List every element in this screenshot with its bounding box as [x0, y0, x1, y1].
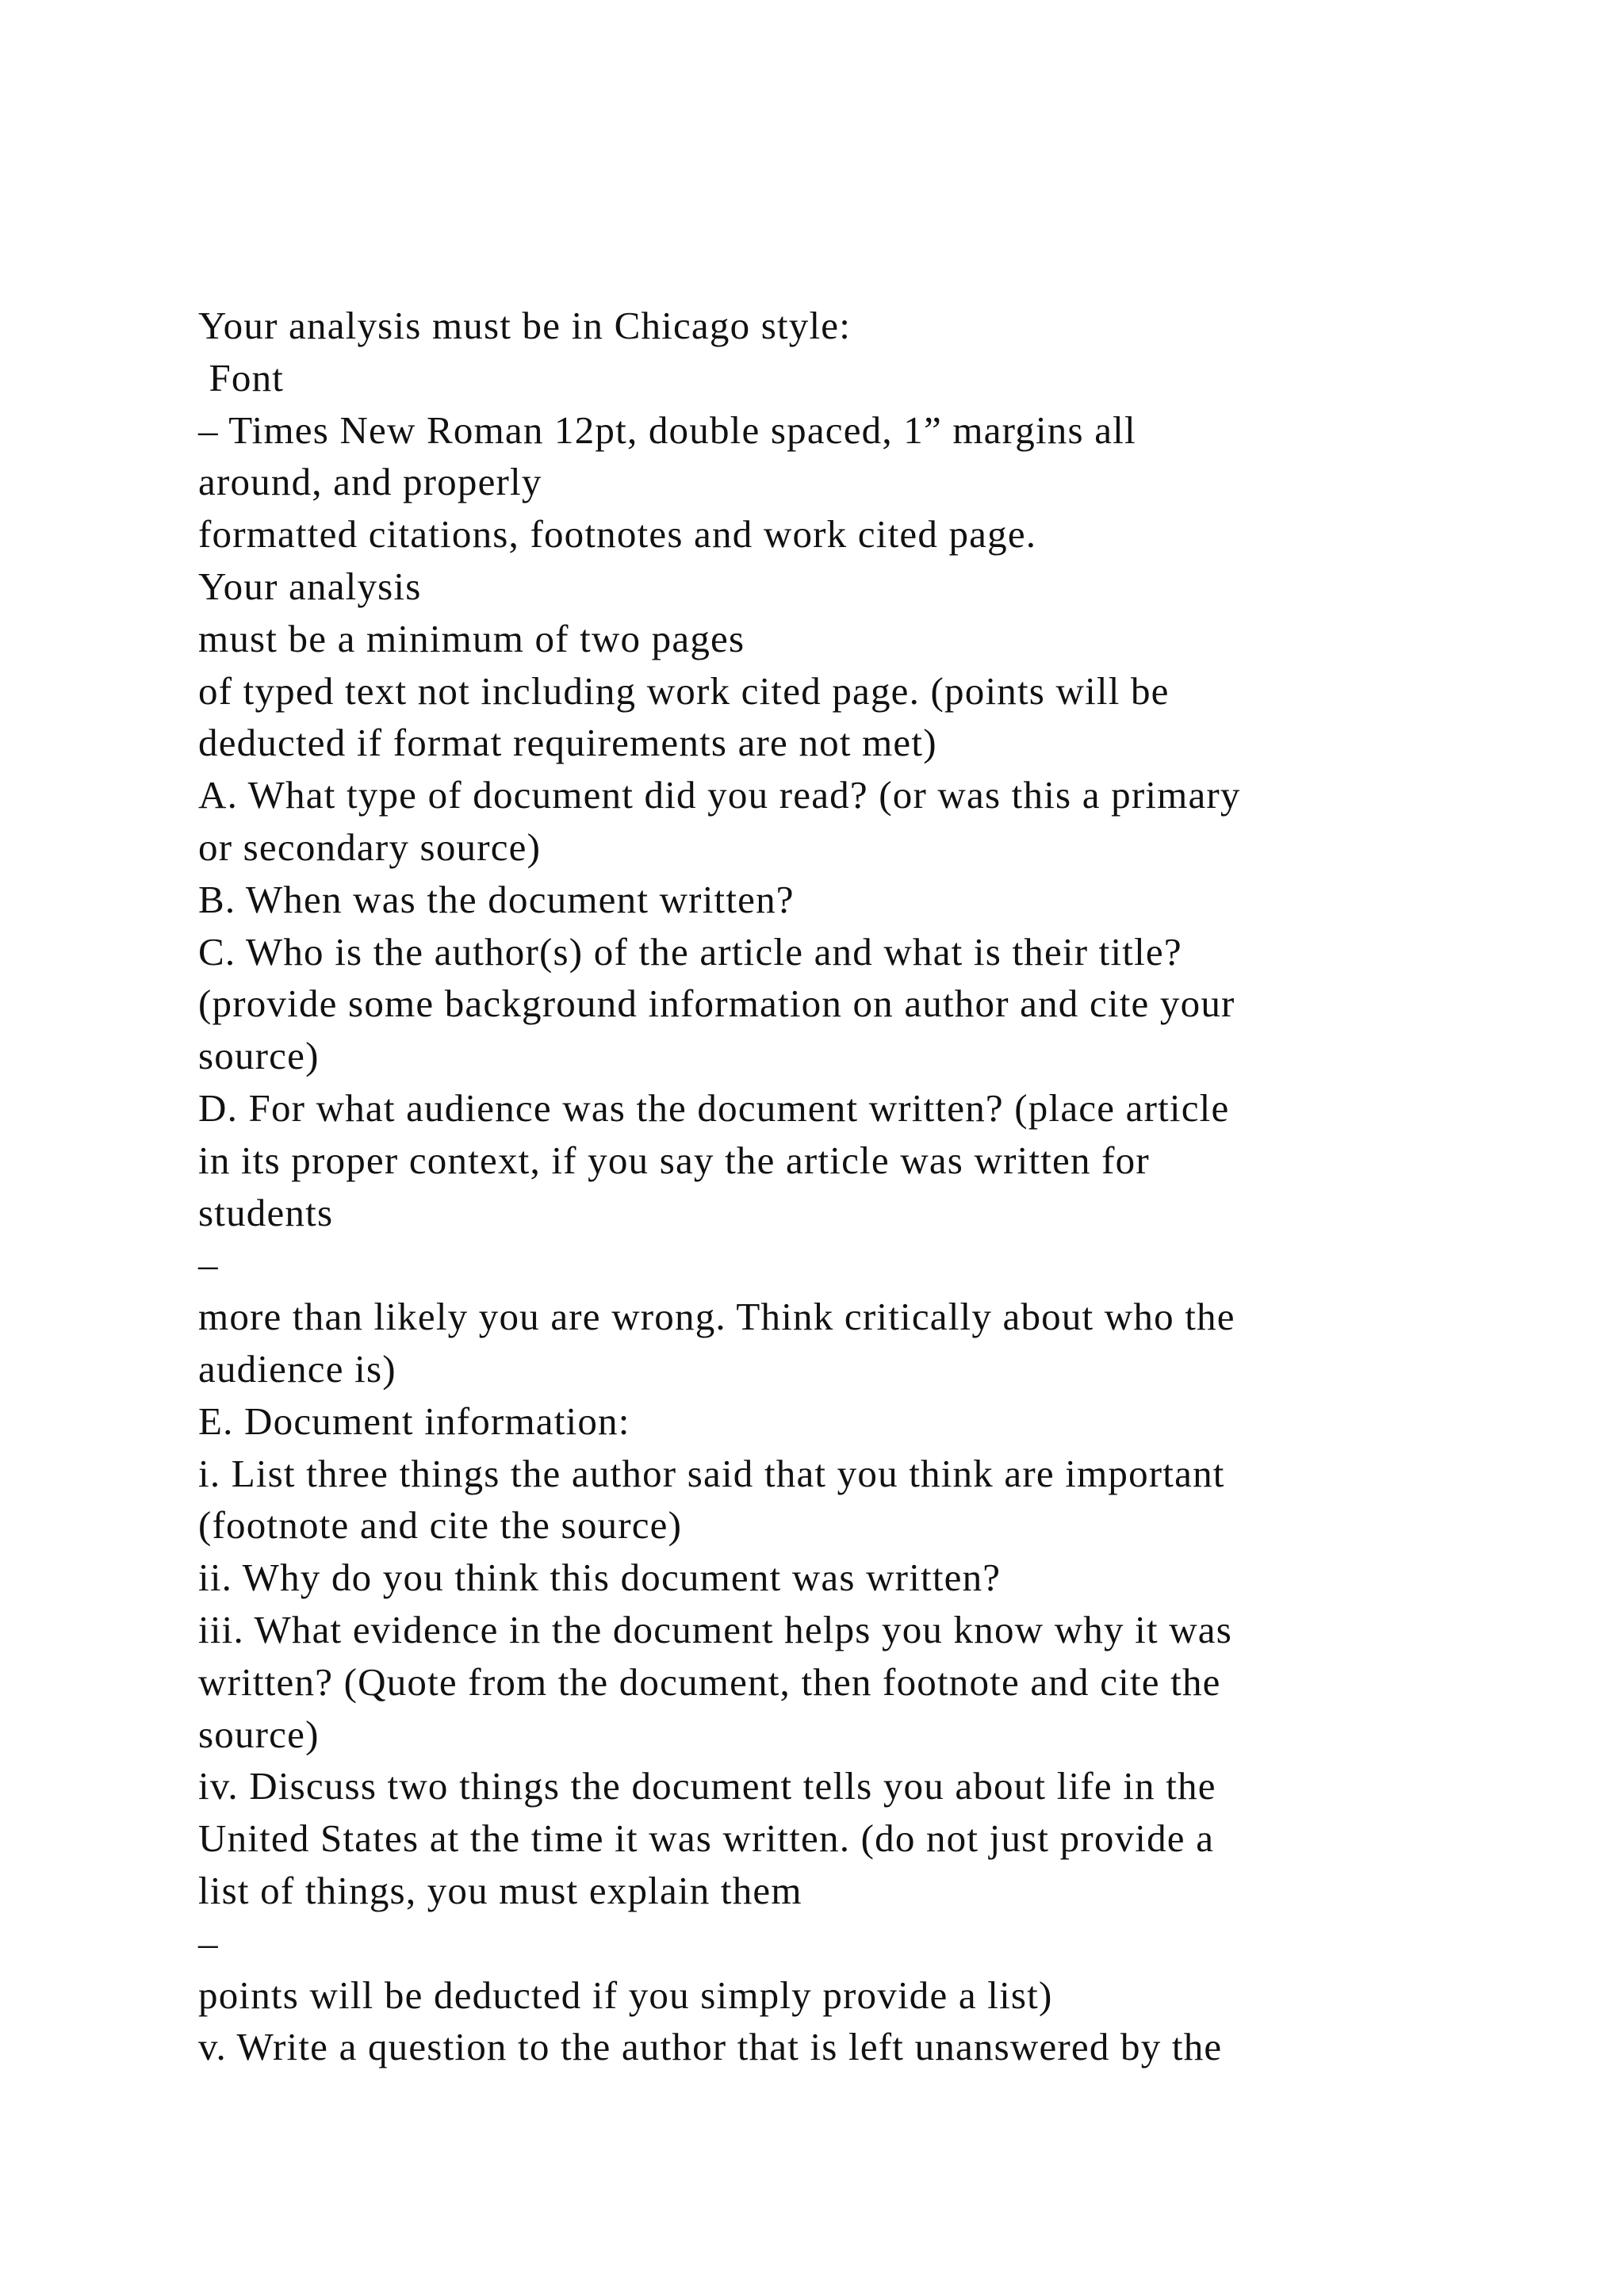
text-line: more than likely you are wrong. Think critically about who the [198, 1295, 1235, 1339]
text-line: source) [198, 1034, 320, 1078]
question-a: A. What type of document did you read? (or was this a primary [198, 773, 1241, 817]
text-line: audience is) [198, 1346, 396, 1391]
text-line: points will be deducted if you simply provide a list) [198, 1973, 1053, 2017]
text-line: in its proper context, if you say the article was written for [198, 1138, 1150, 1182]
item-iv: iv. Discuss two things the document tells you about life in the [198, 1764, 1216, 1808]
text-line: United States at the time it was written. (do not just provide a [198, 1816, 1215, 1861]
text-line: Your analysis must be in Chicago style: [198, 304, 852, 347]
text-line: around, and properly [198, 460, 542, 504]
item-ii: ii. Why do you think this document was written? [198, 1556, 1002, 1600]
item-i: i. List three things the author said that you think are important [198, 1451, 1225, 1495]
text-line: (footnote and cite the source) [198, 1503, 683, 1548]
item-v: v. Write a question to the author that is left unanswered by the [198, 2025, 1223, 2069]
text-line: list of things, you must explain them [198, 1868, 802, 1912]
question-b: B. When was the document written? [198, 877, 795, 921]
question-d: D. For what audience was the document written? (place article [198, 1085, 1230, 1130]
text-line: (provide some background information on author and cite your [198, 982, 1235, 1026]
section-e-heading: E. Document information: [198, 1399, 630, 1443]
text-line: Your analysis [198, 564, 422, 608]
text-line: Font [198, 355, 285, 400]
dash-line: – [198, 1242, 219, 1287]
text-line: source) [198, 1712, 320, 1756]
question-c: C. Who is the author(s) of the article and what is their title? [198, 929, 1182, 974]
text-line: deducted if format requirements are not met) [198, 721, 937, 765]
text-line: or secondary source) [198, 825, 542, 869]
text-line: – Times New Roman 12pt, double spaced, 1” margins all [198, 408, 1136, 452]
text-line: must be a minimum of two pages [198, 616, 745, 660]
text-line: formatted citations, footnotes and work cited page. [198, 512, 1037, 557]
dash-line: – [198, 1920, 219, 1965]
text-line: written? (Quote from the document, then footnote and cite the [198, 1659, 1221, 1704]
text-line: students [198, 1190, 334, 1234]
document-text [198, 300, 1499, 2073]
text-line: of typed text not including work cited page. (points will be [198, 668, 1170, 713]
item-iii: iii. What evidence in the document helps you know why it was [198, 1607, 1233, 1651]
